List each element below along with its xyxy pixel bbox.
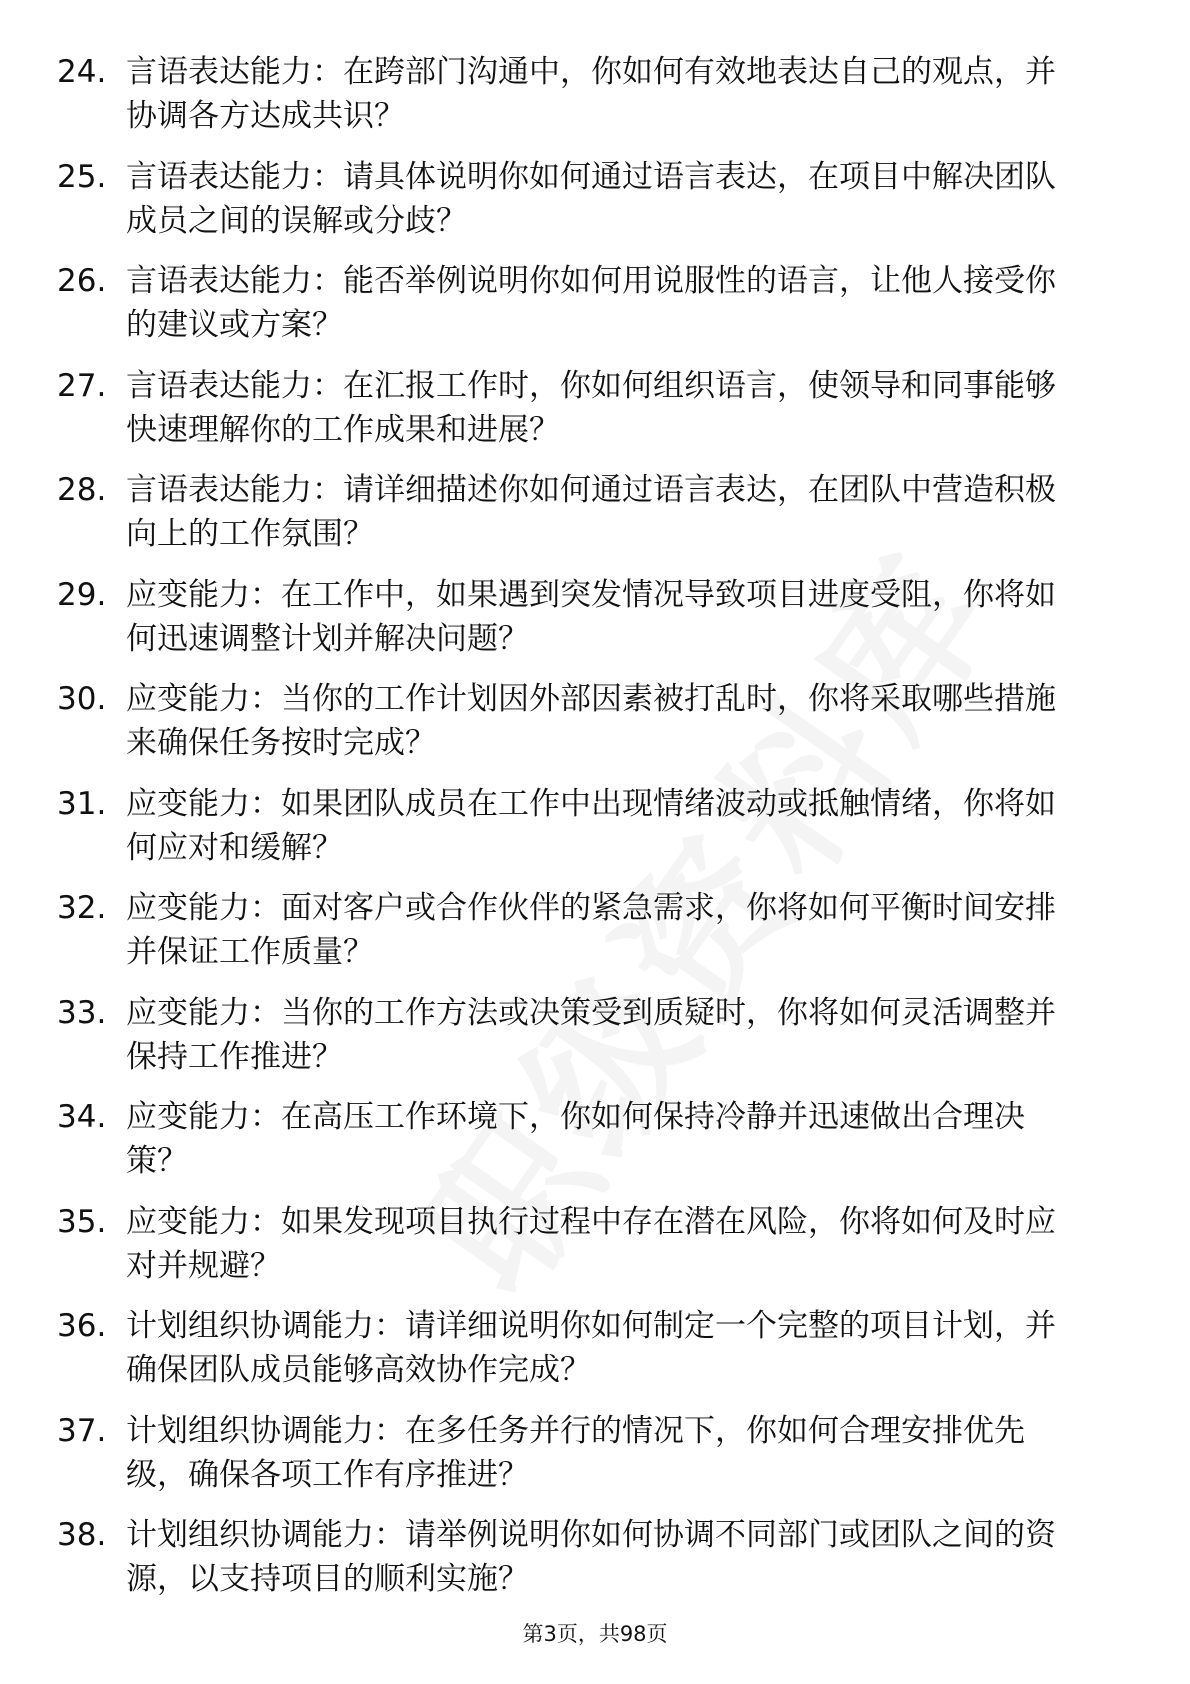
list-item — [57, 886, 1117, 974]
list-item — [57, 1513, 1117, 1601]
item-number: 38. — [57, 1517, 107, 1553]
item-number: 34. — [57, 1099, 107, 1135]
item-text: 应变能力：在工作中，如果遇到突发情况导致项目进度受阻，你将如何迅速调整计划并解决问题？ — [126, 576, 1056, 657]
item-text: 言语表达能力：在跨部门沟通中，你如何有效地表达自己的观点，并协调各方达成共识？ — [126, 54, 1056, 134]
item-number: 32. — [57, 890, 107, 926]
list-item — [57, 991, 1117, 1079]
list-item — [57, 364, 1117, 452]
question-list — [57, 50, 1117, 1618]
page-footer: 第3页，共98页 — [522, 1622, 668, 1646]
item-text: 应变能力：在高压工作环境下，你如何保持冷静并迅速做出合理决策？ — [126, 1099, 1025, 1179]
list-item — [57, 782, 1117, 870]
item-number: 24. — [57, 54, 107, 90]
item-number: 30. — [57, 681, 107, 717]
item-number: 28. — [57, 472, 107, 508]
item-number: 36. — [57, 1308, 107, 1344]
item-number: 31. — [57, 785, 107, 822]
list-item — [57, 1304, 1117, 1392]
list-item — [57, 1095, 1117, 1183]
item-number: 37. — [57, 1412, 107, 1449]
list-item — [57, 573, 1117, 661]
item-text: 计划组织协调能力：在多任务并行的情况下，你如何合理安排优先级，确保各项工作有序推进？ — [126, 1412, 1025, 1493]
list-item — [57, 468, 1117, 556]
list-item — [57, 1200, 1117, 1288]
item-number: 29. — [57, 576, 107, 613]
list-item — [57, 259, 1117, 347]
item-text: 言语表达能力：能否举例说明你如何用说服性的语言，让他人接受你的建议或方案？ — [126, 263, 1056, 343]
item-text: 言语表达能力：请具体说明你如何通过语言表达，在项目中解决团队成员之间的误解或分歧？ — [126, 158, 1056, 239]
item-text: 计划组织协调能力：请详细说明你如何制定一个完整的项目计划，并确保团队成员能够高效协作完成？ — [126, 1308, 1056, 1388]
item-text: 应变能力：如果团队成员在工作中出现情绪波动或抵触情绪，你将如何应对和缓解？ — [126, 785, 1056, 866]
item-text: 应变能力：当你的工作计划因外部因素被打乱时，你将采取哪些措施来确保任务按时完成？ — [126, 681, 1056, 761]
item-text: 计划组织协调能力：请举例说明你如何协调不同部门或团队之间的资源，以支持项目的顺利实施？ — [126, 1517, 1056, 1597]
item-number: 27. — [57, 367, 107, 404]
list-item — [57, 1409, 1117, 1497]
item-text: 言语表达能力：在汇报工作时，你如何组织语言，使领导和同事能够快速理解你的工作成果和进展？ — [126, 367, 1056, 448]
item-number: 33. — [57, 994, 107, 1031]
item-number: 26. — [57, 263, 107, 299]
list-item — [57, 677, 1117, 765]
item-text: 言语表达能力：请详细描述你如何通过语言表达，在团队中营造积极向上的工作氛围？ — [126, 472, 1056, 552]
list-item — [57, 155, 1117, 243]
item-number: 35. — [57, 1203, 107, 1240]
item-text: 应变能力：如果发现项目执行过程中存在潜在风险，你将如何及时应对并规避？ — [126, 1203, 1056, 1284]
item-text: 应变能力：面对客户或合作伙伴的紧急需求，你将如何平衡时间安排并保证工作质量？ — [126, 890, 1056, 970]
item-number: 25. — [57, 158, 107, 195]
list-item — [57, 50, 1117, 138]
item-text: 应变能力：当你的工作方法或决策受到质疑时，你将如何灵活调整并保持工作推进？ — [126, 994, 1056, 1075]
